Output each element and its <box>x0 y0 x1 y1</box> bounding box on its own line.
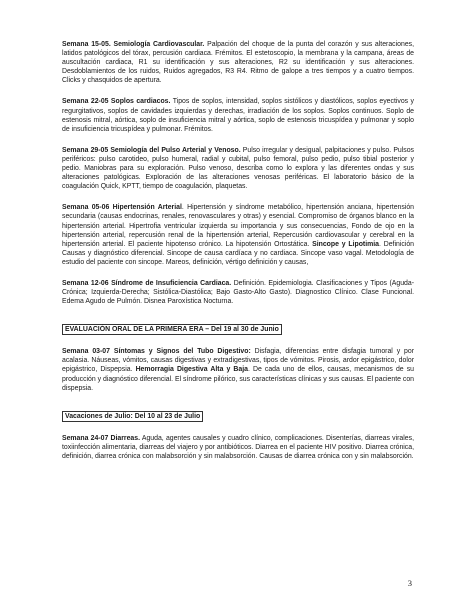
bold-text: Semana 24-07 Diarreas. <box>62 434 141 442</box>
section-heading: Vacaciones de Julio: Del 10 al 23 de Julio <box>62 411 203 422</box>
syllabus-paragraph <box>62 434 414 461</box>
bold-text: Semana 15-05. Semiología Cardiovascular. <box>62 41 205 48</box>
syllabus-paragraph <box>62 40 414 85</box>
bold-text: Semana 12-06 Síndrome de Insuficiencia Cardiaca. <box>62 279 232 287</box>
body-text: . Hipertensión y síndrome metabólico, hipertensión anciana, hipertensión secundaria (causas endocrinas, renales, renovasculares y otras) y esencial. Compromiso de órganos blanco en la hipertensión arterial. Hipertrofia ventricular izquierda su importancia y sus consecuencias, Fondo de ojo en la hipertensión arterial, repercusión renal de la hipertensión arterial, Repercusión cardiovascular y cerebral en la hipertensión arterial. El paciente hipotenso crónico. La hipotensión Ortostática. <box>62 204 415 248</box>
body-text: Disfagia, diferencias entre disfagia tumoral y por acalasia. Náuseas, vómitos, causas digestivas y extradigestivas, tipos de vómitos. Pirosis, ardor epigástrico, dolor epigástrico, Dispepsia. <box>62 348 415 374</box>
body-text: . Definición Causas y diagnóstico diferencial. Sincope de causa cardíaca y no cardiaca. Sincope vaso vagal. Metodología de estudio del paciente con sincope. Mareos, definición, vértigo definición y causas, <box>62 240 414 266</box>
syllabus-paragraph <box>62 279 414 306</box>
bold-text: Semana 29-05 Semiología del Pulso Arterial y Venoso. <box>62 146 241 154</box>
page-number: 3 <box>407 578 412 588</box>
bold-text: Semana 03-07 Síntomas y Signos del Tubo Digestivo: <box>62 348 251 356</box>
syllabus-paragraph <box>62 347 414 392</box>
bold-text: Semana 22-05 Soplos cardiacos. <box>62 98 171 106</box>
syllabus-paragraph <box>62 203 414 267</box>
bold-text: Semana 05-06 Hipertensión Arterial <box>62 204 182 212</box>
body-text: Pulso irregular y desigual, palpitaciones y pulso. Pulsos periféricos: pulso carotideo, pulso humeral, radial y cubital, pulso femoral, pulso pedio, pulso tibial posterior y pedio. Maniobras para su exploración. Pulso venoso, describa como lo explora y las diferentes ondas y sus alteraciones patológicas. Exploración de las alteraciones venosas periféricas. El laboratorio básico de la coagulación Quick, KPTT, tiempo de coagulación, plaquetas. <box>62 146 415 191</box>
body-text: . De cada uno de ellos, causas, mecanismos de su producción y diagnóstico diferencial. El síndrome pilórico, sus características clínicas y sus causas. El paciente con dispepsia. <box>62 366 414 392</box>
syllabus-paragraph <box>62 146 414 191</box>
bold-text: Hemorragia Digestiva Alta y Baja <box>135 366 248 374</box>
body-text: Definición. Epidemiologia. Clasificaciones y Tipos (Aguda-Crónica; Izquierda-Derecha; Sistólica-Diastólica; Bajo Gasto-Alto Gasto). Diagnostico Clínico. Clase Funcional. Edema Agudo de Pulmón. Disnea Paroxística Nocturna. <box>62 279 414 306</box>
document-body <box>62 40 414 461</box>
syllabus-paragraph <box>62 97 414 133</box>
body-text: Palpación del choque de la punta del corazón y sus alteraciones, latidos patológicos del tórax, percusión cardiaca. Frémitos. El estetoscopio, la membrana y la campana, áreas de auscultación cardiaca, R1 su identificación y sus alteraciones, R2 su identificación y sus alteraciones. Desdoblamientos de los ruidos, Ruidos agregados, R3 R4. Ritmo de galope a tres tiempos y a cuatro tiempos. Clicks y chasquidos de apertura. <box>62 41 415 85</box>
body-text: Tipos de soplos, intensidad, soplos sistólicos y diastólicos, soplos eyectivos y regurgitativos, soplos de cavidades izquierdas y derechas, irradiación de los soplos. Soplos continuos. Soplo de estenosis mitral, aórtica, soplo de insuficiencia mitral y aórtica, soplo de estenosis tricuspídea y pulmonar y soplo de insuficiencia tricuspídea y pulmonar. Frémitos. <box>62 98 414 133</box>
section-heading: EVALUACIÓN ORAL DE LA PRIMERA ERA – Del 19 al 30 de Junio <box>62 324 282 335</box>
bold-text: Sincope y Lipotimia <box>312 240 379 248</box>
body-text: Aguda, agentes causales y cuadro clínico, complicaciones. Disenterías, diarreas virales, toxiinfección alimentaria, diarreas del viajero y por antibióticos. Diarrea en el paciente HIV positivo. Diarrea crónica, definición, diarrea crónica con malabsorción y sin malabsorción. Causas de diarrea crónica con y sin malabsorción. <box>62 434 414 460</box>
